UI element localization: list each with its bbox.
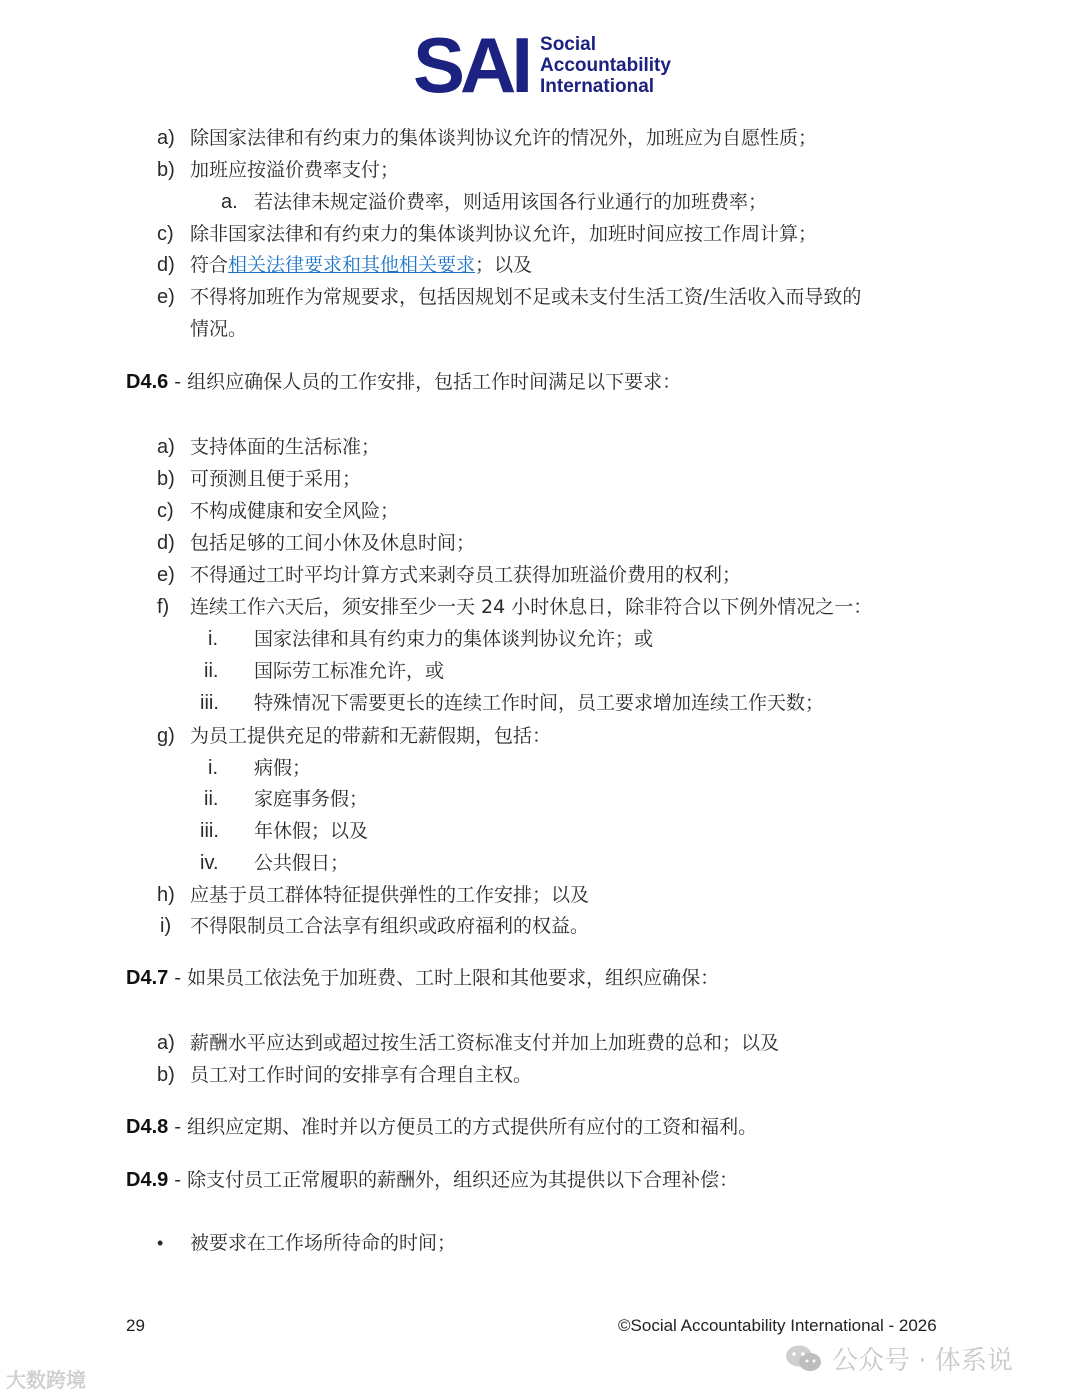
- list-text: 若法律未规定溢价费率，则适用该国各行业通行的加班费率；: [254, 191, 768, 213]
- list-marker: a): [157, 127, 175, 149]
- requirements-link[interactable]: 相关法律要求和其他相关要求: [228, 254, 476, 276]
- wechat-icon: [784, 1343, 824, 1375]
- list-text: 公共假日；: [254, 852, 350, 874]
- list-text: 不得将加班作为常规要求，包括因规划不足或未支付生活工资/生活收入而导致的: [190, 286, 862, 308]
- list-text: 加班应按溢价费率支付；: [190, 159, 400, 181]
- list-text: 不得限制员工合法享有组织或政府福利的权益。: [190, 915, 590, 937]
- list-text: 可预测且便于采用；: [190, 468, 362, 490]
- clause-d49: [126, 1168, 738, 1192]
- list-text: 被要求在工作场所待命的时间；: [190, 1232, 457, 1254]
- list-marker: b): [157, 159, 175, 181]
- clause-code: D4.8: [126, 1116, 169, 1138]
- watermark-right-text: 公众号 · 体系说: [832, 1346, 1013, 1376]
- logo-line-3: International: [540, 75, 655, 97]
- list-marker: ii.: [204, 788, 219, 810]
- list-text: 包括足够的工间小休及休息时间；: [190, 532, 476, 554]
- list-marker: i.: [208, 757, 218, 779]
- list-marker: iii.: [200, 820, 219, 842]
- list-marker: h): [157, 884, 175, 906]
- watermark-right: [784, 1340, 1013, 1377]
- list-marker: iv.: [200, 852, 219, 874]
- list-marker: b): [157, 1064, 175, 1086]
- list-marker: ii.: [204, 660, 219, 682]
- list-text: 为员工提供充足的带薪和无薪假期，包括：: [190, 725, 552, 747]
- clause-text: - 如果员工依法免于加班费、工时上限和其他要求，组织应确保：: [168, 967, 720, 989]
- bullet-marker: •: [157, 1233, 164, 1253]
- list-marker: a.: [221, 191, 238, 213]
- list-text: 特殊情况下需要更长的连续工作时间，员工要求增加连续工作天数；: [254, 692, 825, 714]
- list-marker: iii.: [200, 692, 219, 714]
- clause-text: - 组织应确保人员的工作安排，包括工作时间满足以下要求：: [168, 371, 682, 393]
- list-text: 家庭事务假；: [254, 788, 369, 810]
- list-text: 除国家法律和有约束力的集体谈判协议允许的情况外，加班应为自愿性质；: [190, 127, 818, 149]
- list-text-pre: 符合: [190, 254, 229, 276]
- copyright: ©Social Accountability International - 2026: [618, 1316, 937, 1335]
- list-marker: f): [157, 596, 170, 618]
- logo-abbr: SAI: [413, 21, 529, 109]
- list-text: [190, 253, 532, 277]
- logo-line-1: Social: [540, 33, 597, 55]
- watermark-left: 大数跨境: [6, 1368, 86, 1392]
- list-text: 病假；: [254, 757, 312, 779]
- list-text: 应基于员工群体特征提供弹性的工作安排；以及: [190, 884, 590, 906]
- list-text: 除非国家法律和有约束力的集体谈判协议允许，加班时间应按工作周计算；: [190, 223, 818, 245]
- list-marker: b): [157, 468, 175, 490]
- list-marker: e): [157, 286, 175, 308]
- logo-words: [540, 34, 671, 97]
- list-text-post: ；以及: [475, 254, 533, 276]
- list-marker: e): [157, 564, 175, 586]
- clause-code: D4.6: [126, 371, 169, 393]
- list-text: 年休假；以及: [254, 820, 369, 842]
- clause-d48: [126, 1115, 757, 1139]
- clause-d46: [126, 370, 681, 394]
- clause-text: - 除支付员工正常履职的薪酬外，组织还应为其提供以下合理补偿：: [168, 1169, 739, 1191]
- list-text: 国家法律和具有约束力的集体谈判协议允许；或: [254, 628, 654, 650]
- list-marker: d): [157, 254, 175, 276]
- logo-line-2: Accountability: [540, 54, 671, 76]
- list-text: 员工对工作时间的安排享有合理自主权。: [190, 1064, 533, 1086]
- list-text: 不构成健康和安全风险；: [190, 500, 400, 522]
- list-marker: c): [157, 500, 174, 522]
- list-marker: a): [157, 436, 175, 458]
- page-number: 29: [126, 1316, 145, 1335]
- list-marker: i): [160, 915, 172, 937]
- clause-code: D4.9: [126, 1169, 169, 1191]
- clause-d47: [126, 966, 719, 990]
- list-marker: d): [157, 532, 175, 554]
- sai-logo: [413, 21, 671, 109]
- list-text: 薪酬水平应达到或超过按生活工资标准支付并加上加班费的总和；以及: [190, 1032, 780, 1054]
- list-marker: i.: [208, 628, 218, 650]
- list-text: 不得通过工时平均计算方式来剥夺员工获得加班溢价费用的权利；: [190, 564, 742, 586]
- list-marker: g): [157, 725, 175, 747]
- list-marker: c): [157, 223, 174, 245]
- clause-text: - 组织应定期、准时并以方便员工的方式提供所有应付的工资和福利。: [168, 1116, 758, 1138]
- clause-code: D4.7: [126, 967, 169, 989]
- list-text: 支持体面的生活标准；: [190, 436, 381, 458]
- list-text: 情况。: [190, 318, 248, 340]
- list-text: 连续工作六天后，须安排至少一天 24 小时休息日，除非符合以下例外情况之一：: [190, 596, 873, 618]
- list-marker: a): [157, 1032, 175, 1054]
- list-text: 国际劳工标准允许，或: [254, 660, 445, 682]
